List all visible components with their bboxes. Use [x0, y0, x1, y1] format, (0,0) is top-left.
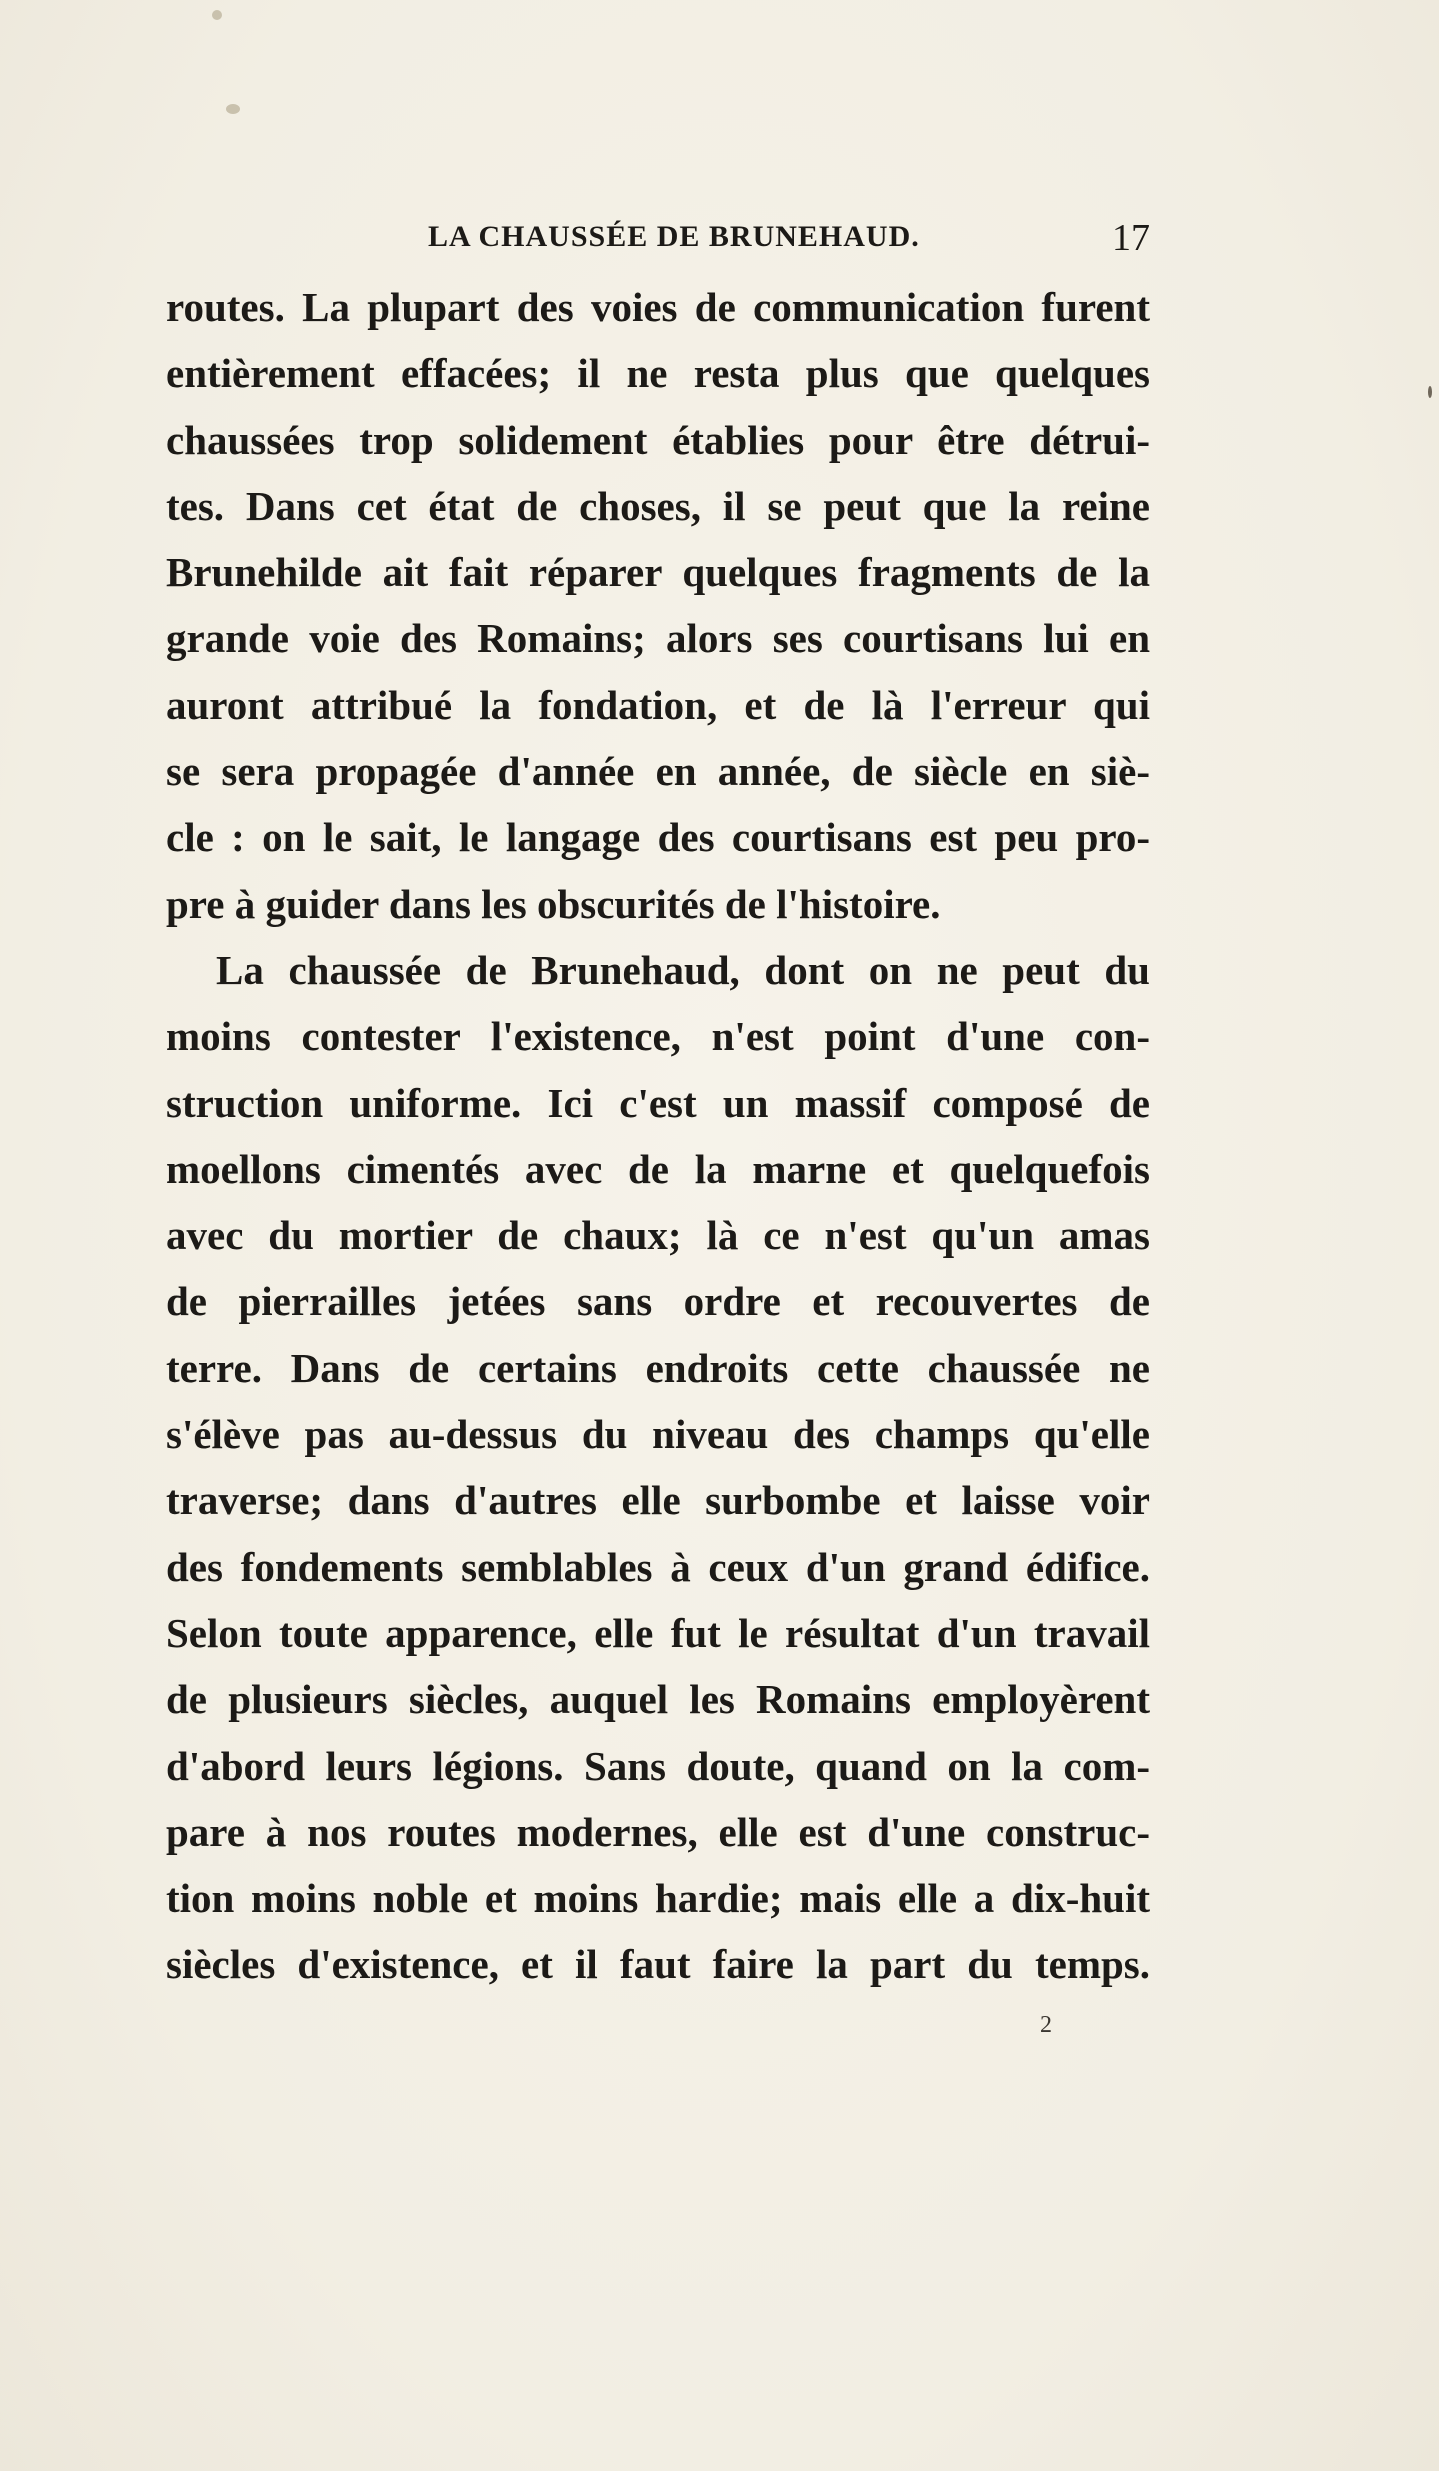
signature-mark: 2: [1040, 2012, 1052, 2038]
page-number: 17: [1112, 217, 1150, 259]
text-line: routes. La plupart des voies de communication furent: [166, 284, 1150, 330]
paragraph-end-line: pre à guider dans les obscurités de l'histoire.: [166, 880, 941, 927]
text-line: pare à nos routes modernes, elle est d'une construc-: [166, 1808, 1150, 1855]
text-line: de plusieurs siècles, auquel les Romains employèrent: [166, 1676, 1150, 1723]
text-line: grande voie des Romains; alors ses courtisans lui en: [166, 615, 1150, 662]
text-line: siècles d'existence, et il faut faire la part du temps.: [166, 1941, 1150, 1988]
text-line: Brunehilde ait fait réparer quelques fragments de la: [166, 549, 1150, 596]
text-line: moins contester l'existence, n'est point d'une con-: [166, 1013, 1150, 1060]
text-line: struction uniforme. Ici c'est un massif composé de: [166, 1079, 1150, 1126]
text-line: de pierrailles jetées sans ordre et recouvertes de: [166, 1278, 1150, 1325]
text-line: des fondements semblables à ceux d'un grand édifice.: [166, 1543, 1150, 1590]
text-line: d'abord leurs légions. Sans doute, quand on la com-: [166, 1742, 1150, 1789]
text-line: entièrement effacées; il ne resta plus que quelques: [166, 350, 1150, 397]
text-line: avec du mortier de chaux; là ce n'est qu'un amas: [166, 1212, 1150, 1259]
text-line: moellons cimentés avec de la marne et quelquefois: [166, 1145, 1150, 1192]
text-line: traverse; dans d'autres elle surbombe et laisse voir: [166, 1477, 1150, 1524]
text-line: se sera propagée d'année en année, de siècle en siè-: [166, 748, 1150, 795]
text-line: tion moins noble et moins hardie; mais elle a dix-huit: [166, 1875, 1150, 1922]
text-line: s'élève pas au-dessus du niveau des champs qu'elle: [166, 1411, 1150, 1458]
paper-speck: [226, 104, 240, 114]
text-line: auront attribué la fondation, et de là l'erreur qui: [166, 681, 1150, 728]
paper-speck: [1428, 386, 1432, 398]
body-text: [166, 274, 1150, 1998]
running-title: LA CHAUSSÉE DE BRUNEHAUD.: [428, 220, 920, 253]
text-line: Selon toute apparence, elle fut le résultat d'un travail: [166, 1609, 1150, 1656]
text-line: cle : on le sait, le langage des courtisans est peu pro-: [166, 814, 1150, 861]
text-line: terre. Dans de certains endroits cette chaussée ne: [166, 1344, 1150, 1391]
running-head: [166, 216, 1150, 262]
text-line: tes. Dans cet état de choses, il se peut que la reine: [166, 482, 1150, 529]
paragraph-start-line: La chaussée de Brunehaud, dont on ne peut du: [216, 946, 1150, 993]
paper-speck: [212, 10, 222, 20]
text-line: chaussées trop solidement établies pour être détrui-: [166, 416, 1150, 463]
